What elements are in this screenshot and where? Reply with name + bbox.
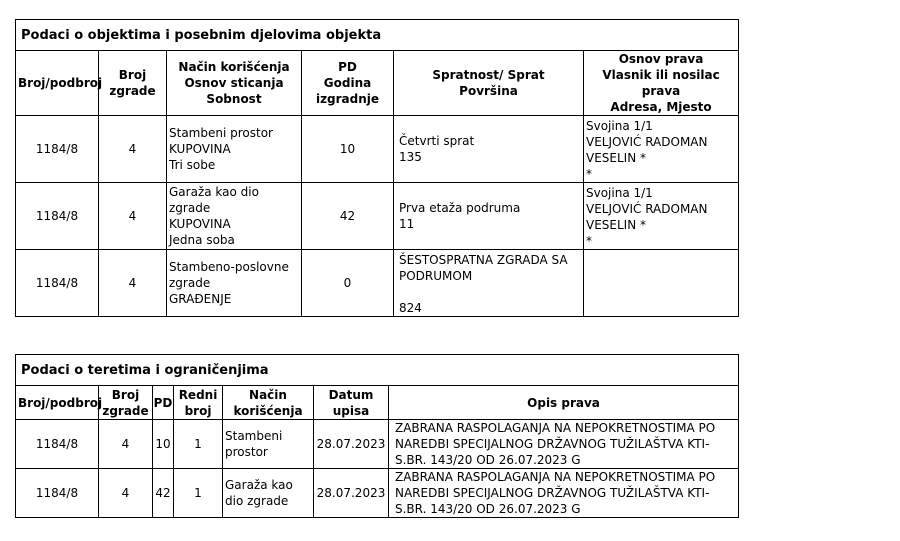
cell-pd: 10: [302, 116, 394, 183]
cell-spratnost: Prva etaža podruma 11: [394, 183, 584, 250]
col-header-spratnost: Spratnost/ Sprat Površina: [394, 51, 584, 116]
cell-redni: 1: [174, 469, 223, 518]
cell-pd: 42: [153, 469, 174, 518]
cell-datum: 28.07.2023: [314, 469, 389, 518]
cell-nacin: Stambeno-poslovne zgrade GRAĐENJE: [167, 250, 302, 317]
col-header-redni: Redni broj: [174, 386, 223, 420]
table-row: [16, 116, 739, 183]
col-header-broj: Broj/podbroj: [16, 386, 99, 420]
cell-nacin: Garaža kao dio zgrade: [223, 469, 314, 518]
cell-zgrada: 4: [99, 116, 167, 183]
cell-datum: 28.07.2023: [314, 420, 389, 469]
cell-osnov: Svojina 1/1 VELJOVIĆ RADOMAN VESELIN * *: [584, 183, 739, 250]
table-row: [16, 420, 739, 469]
col-header-osnov: Osnov prava Vlasnik ili nosilac prava Adresa, Mjesto: [584, 51, 739, 116]
cell-opis: ZABRANA RASPOLAGANJA NA NEPOKRETNOSTIMA PO NAREDBI SPECIJALNOG DRŽAVNOG TUŽILAŠTVA KTI-S.BR. 143/20 OD 26.07.2023 G: [389, 469, 739, 518]
cell-zgrada: 4: [99, 250, 167, 317]
col-header-pd: PD Godina izgradnje: [302, 51, 394, 116]
burdens-table: [15, 354, 739, 518]
table-row: [16, 250, 739, 317]
objects-table-title: Podaci o objektima i posebnim djelovima objekta: [16, 20, 739, 51]
col-header-pd: PD: [153, 386, 174, 420]
cell-broj: 1184/8: [16, 469, 99, 518]
cell-osnov: [584, 250, 739, 317]
col-header-zgrada: Broj zgrade: [99, 386, 153, 420]
burdens-table-title: Podaci o teretima i ograničenjima: [16, 355, 739, 386]
cell-nacin: Garaža kao dio zgrade KUPOVINA Jedna soba: [167, 183, 302, 250]
col-header-nacin: Način korišćenja: [223, 386, 314, 420]
objects-table: [15, 19, 739, 317]
col-header-zgrada: Broj zgrade: [99, 51, 167, 116]
cell-pd: 42: [302, 183, 394, 250]
cell-redni: 1: [174, 420, 223, 469]
cell-osnov: Svojina 1/1 VELJOVIĆ RADOMAN VESELIN * *: [584, 116, 739, 183]
cell-broj: 1184/8: [16, 183, 99, 250]
cell-pd: 10: [153, 420, 174, 469]
col-header-datum: Datum upisa: [314, 386, 389, 420]
col-header-nacin: Način korišćenja Osnov sticanja Sobnost: [167, 51, 302, 116]
cell-spratnost: ŠESTOSPRATNA ZGRADA SA PODRUMOM 824: [394, 250, 584, 317]
cell-spratnost: Četvrti sprat 135: [394, 116, 584, 183]
cell-broj: 1184/8: [16, 420, 99, 469]
table-row: [16, 183, 739, 250]
cell-broj: 1184/8: [16, 116, 99, 183]
table-row: [16, 469, 739, 518]
cell-zgrada: 4: [99, 420, 153, 469]
col-header-opis: Opis prava: [389, 386, 739, 420]
cell-zgrada: 4: [99, 183, 167, 250]
cell-nacin: Stambeni prostor KUPOVINA Tri sobe: [167, 116, 302, 183]
cell-nacin: Stambeni prostor: [223, 420, 314, 469]
cell-broj: 1184/8: [16, 250, 99, 317]
cell-opis: ZABRANA RASPOLAGANJA NA NEPOKRETNOSTIMA PO NAREDBI SPECIJALNOG DRŽAVNOG TUŽILAŠTVA KTI-S.BR. 143/20 OD 26.07.2023 G: [389, 420, 739, 469]
cell-pd: 0: [302, 250, 394, 317]
col-header-broj: Broj/podbroj: [16, 51, 99, 116]
cell-zgrada: 4: [99, 469, 153, 518]
